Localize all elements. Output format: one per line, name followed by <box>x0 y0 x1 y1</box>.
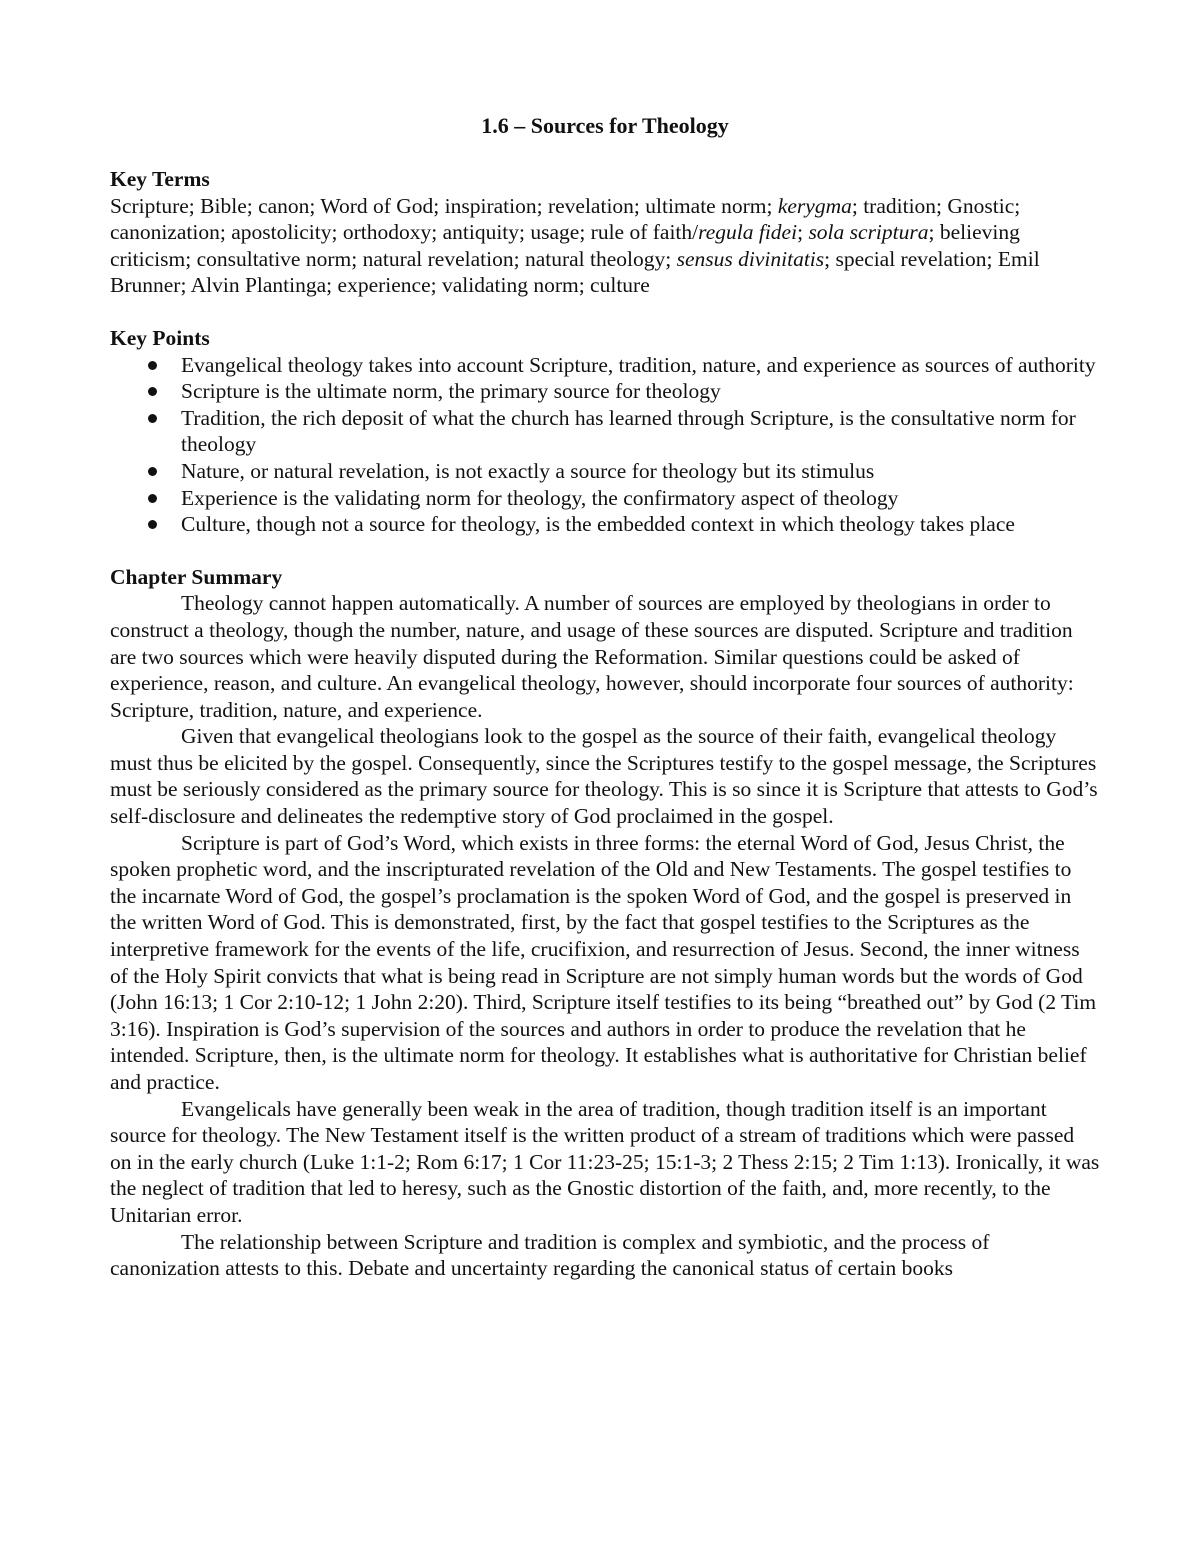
key-point-item <box>110 485 1100 512</box>
chapter-summary-section <box>110 564 1100 1282</box>
bullet-icon <box>148 387 157 396</box>
bullet-icon <box>148 494 157 503</box>
key-point-item <box>110 352 1100 379</box>
key-points-section <box>110 325 1100 538</box>
summary-paragraph: Evangelicals have generally been weak in the area of tradition, though tradition itself is an important source for theology. The New Testament itself is the written product of a stream of traditions which were passed on in the early church (Luke 1:1-2; Rom 6:17; 1 Cor 11:23-25; 15:1-3; 2 Thess 2:15; 2 Tim 1:13). Ironically, it was the neglect of tradition that led to heresy, such as the Gnostic distortion of the faith, and, more recently, to the Unitarian error. <box>110 1096 1100 1227</box>
key-terms-heading: Key Terms <box>110 167 210 191</box>
key-points-list <box>110 352 1100 538</box>
summary-paragraph: Scripture is part of God’s Word, which exists in three forms: the eternal Word of God, Jesus Christ, the spoken prophetic word, and the inscripturated revelation of the Old and New Testaments. The gospel testifies to the incarnate Word of God, the gospel’s proclamation is the spoken Word of God, and the gospel is preserved in the written Word of God. This is demonstrated, first, by the fact that gospel testifies to the Scriptures as the interpretive framework for the events of the life, crucifixion, and resurrection of Jesus. Second, the inner witness of the Holy Spirit convicts that what is being read in Scripture are not simply human words but the words of God (John 16:13; 1 Cor 2:10-12; 1 John 2:20). Third, Scripture itself testifies to its being “breathed out” by God (2 Tim 3:16). Inspiration is God’s supervision of the sources and authors in order to produce the revelation that he intended. Scripture, then, is the ultimate norm for theology. It establishes what is authoritative for Christian belief and practice. <box>110 830 1097 1094</box>
key-point-text: Experience is the validating norm for theology, the confirmatory aspect of theology <box>181 485 899 510</box>
key-terms-text: Scripture; Bible; canon; Word of God; inspiration; revelation; ultimate norm; <box>110 193 778 218</box>
bullet-icon <box>148 520 157 529</box>
key-point-text: Culture, though not a source for theology, is the embedded context in which theology takes place <box>181 512 1015 537</box>
key-terms-italic-term: sola scriptura <box>808 220 929 245</box>
key-point-item <box>110 458 1100 485</box>
key-terms-text: ; tradition; Gnostic; canonization; apostolicity; orthodoxy; antiquity; usage; rule of faith/ <box>110 193 1021 245</box>
key-point-text: Nature, or natural revelation, is not exactly a source for theology but its stimulus <box>181 458 875 483</box>
key-point-text: Tradition, the rich deposit of what the church has learned through Scripture, is the consultative norm for theology <box>181 405 1076 457</box>
summary-paragraph: The relationship between Scripture and tradition is complex and symbiotic, and the process of canonization attests to this. Debate and uncertainty regarding the canonical status of certain books <box>110 1229 990 1281</box>
key-point-text: Scripture is the ultimate norm, the primary source for theology <box>181 379 721 404</box>
bullet-icon <box>148 414 157 423</box>
key-terms-section <box>110 166 1100 299</box>
key-point-item <box>110 405 1100 458</box>
key-point-item <box>110 378 1100 405</box>
chapter-summary-heading: Chapter Summary <box>110 564 283 589</box>
key-terms-text: ; believing criticism; consultative norm; natural revelation; natural theology; <box>110 220 1020 271</box>
key-point-text: Evangelical theology takes into account Scripture, tradition, nature, and experience as sources of authority <box>181 352 1096 377</box>
bullet-icon <box>148 361 157 370</box>
document-page <box>110 112 1100 1308</box>
key-points-heading: Key Points <box>110 325 210 350</box>
bullet-icon <box>148 467 157 476</box>
key-terms-list <box>110 193 1100 299</box>
key-terms-italic-term: kerygma <box>777 193 852 218</box>
key-terms-italic-term: sensus divinitatis <box>676 246 825 271</box>
key-terms-text: ; <box>797 220 809 245</box>
document-title: 1.6 – Sources for Theology <box>481 113 729 138</box>
summary-paragraph: Theology cannot happen automatically. A number of sources are employed by theologians in order to construct a theology, though the number, nature, and usage of these sources are disputed. Scripture and tradition are two sources which were heavily disputed during the Reformation. Similar questions could be asked of experience, reason, and culture. An evangelical theology, however, should incorporate four sources of authority: Scripture, tradition, nature, and experience. <box>110 591 1074 722</box>
summary-paragraph: Given that evangelical theologians look to the gospel as the source of their faith, evangelical theology must thus be elicited by the gospel. Consequently, since the Scriptures testify to the gospel message, the Scriptures must be seriously considered as the primary source for theology. This is so since it is Scripture that attests to God’s self-disclosure and delineates the redemptive story of God proclaimed in the gospel. <box>110 724 1098 829</box>
key-terms-italic-term: regula fidei <box>698 220 798 245</box>
key-terms-text: ; special revelation; Emil Brunner; Alvin Plantinga; experience; validating norm; culture <box>110 246 1040 298</box>
key-point-item <box>110 511 1100 538</box>
